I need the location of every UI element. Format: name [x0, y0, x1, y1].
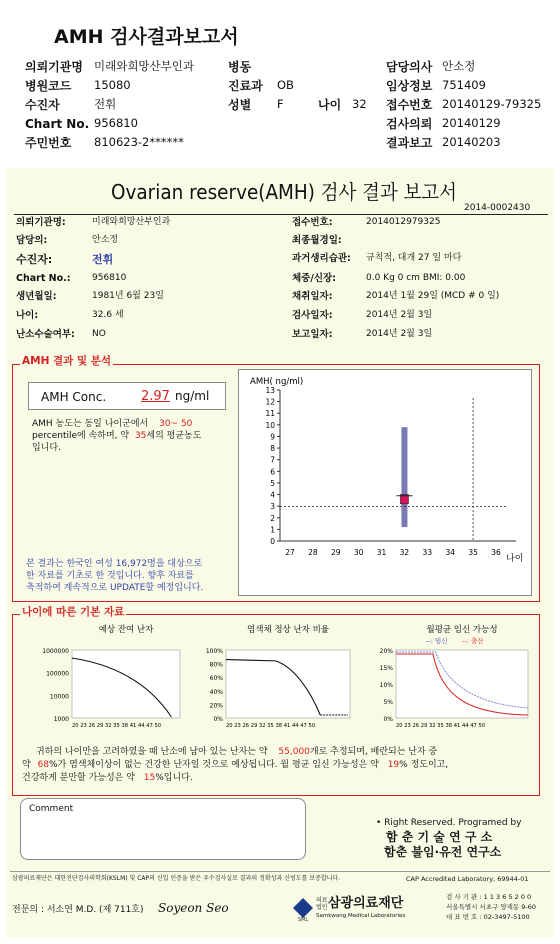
preg-legend-pregnancy: --: 임신 [426, 637, 448, 645]
amh-conc-value: 2.97 [141, 389, 170, 404]
amh-x-tick-label: 28 [308, 548, 318, 557]
mini-y-tick-label: 15% [379, 665, 393, 672]
amh-x-tick-label: 36 [491, 548, 501, 557]
header-value-r0-v1: 미래와희망산부인과 [94, 59, 194, 73]
header-label-r4-l1: 주민번호 [25, 136, 72, 150]
info-left-label-2: 수진자: [16, 253, 53, 266]
address: 서울특별시 서초구 양재동 9-60 [446, 903, 537, 911]
summary-text1a: 귀하의 나이만을 고려하였을 때 난소에 남아 있는 난자는 약 [36, 747, 268, 757]
amh-desc-line1 [32, 420, 192, 429]
amh-x-tick-label: 34 [445, 548, 455, 557]
mini-chart-plot-area [396, 650, 528, 718]
header-value-r2-v2: F [277, 97, 284, 111]
amh-x-tick-label: 31 [376, 548, 387, 557]
header-label-r3-l1: Chart No. [25, 117, 90, 131]
amh-desc-line3: 입니다. [32, 443, 61, 453]
summary-line1 [36, 748, 437, 757]
summary-preg-pct: 19 [387, 760, 400, 770]
header-label-r2-l4: 접수번호 [386, 98, 433, 112]
basic-section-title: 나이에 따른 기본 자료 [22, 606, 125, 618]
amh-section-title: AMH 결과 및 분석 [22, 355, 112, 367]
info-right-value-3: 0.0 Kg 0 cm BMI: 0.00 [366, 273, 466, 283]
foundation-logo [293, 898, 313, 922]
foundation-logo-mark [293, 898, 313, 922]
amh-y-tick-label: 2 [270, 513, 275, 523]
amh-y-tick-label: 13 [265, 386, 275, 395]
info-right-value-5: 2014년 2월 3일 [366, 310, 433, 320]
amh-x-tick-label: 32 [399, 548, 410, 557]
info-right-label-0: 접수번호: [292, 217, 333, 228]
comment-label: Comment [29, 804, 74, 814]
report-panel [6, 168, 554, 938]
header-label-r1-l1: 병원코드 [25, 79, 72, 93]
mini-y-tick-label: 60% [209, 675, 223, 683]
rights-line3: 함춘 불임·유전 연구소 [384, 845, 502, 859]
header-value-r0-v4: 안소정 [442, 59, 476, 73]
info-left-value-4: 1981년 6월 23일 [92, 291, 164, 301]
foundation-logo-text: SML [297, 917, 309, 922]
header-label-r2-l1: 수진자 [25, 98, 60, 112]
header-label-r2-l3: 나이 [318, 98, 342, 112]
header-label-r3-l4: 검사의뢰 [386, 117, 433, 131]
remaining-eggs-chart [24, 622, 186, 732]
info-right-value-6: 2014년 2월 3일 [366, 329, 433, 339]
amh-conc-box [28, 382, 226, 410]
header-label-r1-l4: 임상정보 [386, 79, 433, 93]
summary-text3a: 건강하게 분만할 가능성은 약 [22, 773, 135, 783]
mini-y-tick-label: 20% [209, 702, 223, 710]
summary-text2b: %가 염색체이상이 없는 건강한 난자일 것으로 예상됩니다. 월 평균 임신 가능성은 약 [49, 760, 379, 770]
amh-range-bar [401, 427, 407, 527]
amh-y-tick-label: 11 [265, 409, 275, 419]
header-label-r0-l4: 담당의사 [386, 60, 433, 74]
header-value-r2-v4: 20140129-79325 [442, 97, 542, 111]
header-value-r4-v1: 810623-2****** [94, 135, 184, 149]
header-value-r2-v3: 32 [352, 97, 367, 111]
foundation-prefix1: 의료 [316, 897, 328, 904]
amh-x-tick-label: 30 [353, 548, 364, 557]
info-left-label-3: Chart No.: [16, 273, 71, 284]
amh-conc-unit: ng/ml [175, 389, 210, 403]
mini-y-tick-label: 5% [383, 699, 393, 706]
mini-y-tick-label: 100000 [46, 670, 69, 678]
comment-box [20, 798, 306, 860]
amh-y-tick-label: 1 [270, 525, 275, 535]
pregnancy-chance-chart [364, 622, 534, 732]
footer-cap: CAP Accredited Laboratory, 69944-01 [406, 875, 529, 883]
mini-y-tick-label: 20% [379, 648, 393, 655]
amh-x-tick-label: 33 [422, 548, 433, 557]
amh-y-tick-label: 10 [265, 420, 275, 430]
chromosome-normal-chart [194, 622, 356, 732]
foundation-name-en: Samkwang Medical Laboratories [316, 913, 406, 919]
info-left-value-1: 안소정 [92, 235, 119, 245]
footer-disclaimer: 삼광의료재단은 대한진단검사의학회(KSLM) 및 CAP의 신입 인증을 받은 우수검사실로 결과의 정확성과 신빙도를 보증합니다. [12, 875, 341, 882]
summary-egg-count: 55,000 [278, 747, 310, 757]
amh-y-tick-label: 5 [270, 478, 275, 488]
header-value-r2-v1: 전휘 [94, 97, 117, 111]
mini-chart-title: 염색체 정상 난자 비율 [246, 625, 330, 635]
info-left-value-2: 전휘 [92, 253, 114, 266]
amh-chart [238, 369, 532, 596]
info-left-value-3: 956810 [92, 273, 127, 283]
info-right-label-3: 체중/신장: [292, 273, 336, 284]
info-right-value-4: 2014년 1월 29일 (MCD # 0 일) [366, 291, 500, 301]
summary-text1b: 개로 추정되며, 배란되는 난자 중 [309, 747, 438, 757]
preg-legend-birth: --: 출산 [462, 637, 484, 645]
info-left-value-6: NO [92, 329, 106, 339]
info-left-label-1: 담당의: [16, 235, 48, 246]
info-right-label-1: 최종월경일: [292, 235, 342, 246]
header-value-r1-v2: OB [277, 78, 294, 92]
mini-y-tick-label: 10000 [49, 693, 69, 701]
title-underline [14, 214, 548, 215]
header-value-r4-v4: 20140203 [442, 135, 501, 149]
header-label-r2-l2: 성별 [228, 98, 252, 112]
mini-x-tick-labels: 20 23 26 29 32 35 38 41 44 47 50 [226, 723, 316, 729]
amh-x-axis-label: 나이 [506, 554, 524, 564]
info-left-label-6: 난소수술여부: [16, 329, 75, 340]
rights-line1: • Right Reserved. Programed by [376, 818, 522, 828]
amh-conc-label: AMH Conc. [41, 390, 107, 404]
header-label-r4-l4: 결과보고 [386, 136, 433, 150]
mini-chart-plot-area [72, 650, 180, 718]
mini-chart-title: 예상 잔여 난자 [98, 625, 154, 635]
doctor-signature: Soyeon Seo [158, 901, 229, 915]
amh-percentile: 30~ 50 [159, 419, 193, 429]
amh-y-axis-label: AMH( ng/ml) [250, 377, 304, 387]
mini-y-tick-label: 40% [209, 688, 223, 696]
mini-y-tick-label: 100% [205, 648, 223, 655]
info-left-value-0: 미래와희망산부인과 [92, 217, 171, 227]
doctor-name: 전문의 : 서소연 M.D. (제 711호) [12, 905, 144, 915]
info-left-value-5: 32.6 세 [92, 310, 124, 320]
info-left-label-0: 의뢰기관명: [16, 217, 66, 228]
org-code: 검 사 기 관 : 1 1 3 6 5 2 0 0 [446, 893, 532, 901]
header-title: AMH 검사결과보고서 [54, 26, 239, 48]
info-right-label-4: 채취일자: [292, 291, 333, 302]
amh-note-line1: 본 결과는 한국인 여성 16,972명을 대상으로 [26, 559, 203, 569]
header-label-r1-l2: 진료과 [228, 79, 263, 93]
summary-birth-pct: 15 [143, 773, 156, 783]
info-right-label-5: 검사일자: [292, 310, 333, 321]
mini-x-tick-labels: 20 23 26 29 32 35 38 41 44 47 50 [396, 723, 486, 729]
foundation-name: 삼광의료재단 [328, 896, 404, 911]
amh-note-line2: 한 자료를 기초로 한 것입니다. 향후 자료를 [26, 571, 194, 581]
header-value-r1-v4: 751409 [442, 78, 486, 92]
phone: 대 표 번 호 : 02-3497-5100 [446, 913, 530, 921]
report-doc-number: 2014-0002430 [464, 203, 531, 213]
amh-equiv-age: 35 [134, 431, 147, 441]
summary-text3b: %입니다. [155, 773, 193, 783]
rights-line2: 함 춘 기 술 연 구 소 [386, 830, 493, 844]
amh-y-tick-label: 12 [265, 397, 275, 407]
info-left-label-4: 생년월일: [16, 291, 57, 302]
amh-y-tick-label: 8 [270, 444, 275, 454]
amh-y-tick-label: 3 [270, 502, 275, 512]
summary-text2a: 약 [22, 760, 31, 770]
mini-y-tick-label: 10% [379, 682, 393, 689]
header-value-r3-v1: 956810 [94, 116, 138, 130]
header-value-r3-v4: 20140129 [442, 116, 501, 130]
summary-line2 [22, 761, 448, 770]
amh-desc-text2: percentile에 속하며, 약 [32, 431, 130, 441]
mini-x-tick-labels: 20 23 26 29 32 35 38 41 44 47 50 [72, 723, 162, 729]
summary-normal-pct: 68 [37, 760, 50, 770]
amh-y-tick-label: 7 [270, 455, 275, 465]
mini-chart-title: 월평균 임신 가능성 [426, 625, 498, 635]
amh-y-tick-label: 0 [270, 537, 275, 546]
amh-x-tick-label: 29 [331, 548, 341, 557]
amh-desc-text3: 세의 평균농도 [146, 431, 202, 441]
amh-note-line3: 축적하여 계속적으로 UPDATE할 예정입니다. [26, 583, 204, 593]
report-title: Ovarian reserve(AMH) 검사 결과 보고서 [111, 180, 457, 204]
info-right-label-2: 과거생리습관: [292, 253, 351, 264]
mini-y-tick-label: 0% [213, 716, 223, 723]
footer-divider [10, 871, 550, 872]
amh-desc-text1: AMH 농도는 동일 나이군에서 [32, 419, 149, 429]
summary-line3 [22, 774, 193, 783]
amh-y-tick-label: 6 [270, 467, 275, 477]
foundation-prefix2: 법인 [316, 904, 328, 911]
info-right-label-6: 보고일자: [292, 329, 333, 340]
header-label-r0-l1: 의뢰기관명 [25, 60, 83, 74]
info-right-value-0: 2014012979325 [366, 217, 441, 227]
info-left-label-5: 나이: [16, 310, 39, 321]
amh-desc-line2 [32, 432, 201, 441]
mini-y-tick-label: 0% [383, 716, 393, 723]
mini-y-tick-label: 80% [209, 661, 223, 669]
amh-y-tick-label: 4 [270, 490, 275, 500]
amh-x-tick-label: 27 [285, 548, 295, 557]
amh-x-tick-label: 35 [468, 548, 478, 557]
header-label-r0-l2: 병동 [228, 60, 252, 74]
mini-y-tick-label: 1000000 [42, 648, 69, 655]
info-right-value-2: 규칙적, 대개 27 일 마다 [366, 253, 462, 263]
summary-text2c: % 정도이고, [399, 760, 449, 770]
mini-y-tick-label: 1000 [53, 716, 69, 723]
amh-y-tick-label: 9 [270, 432, 275, 442]
header-value-r1-v1: 15080 [94, 78, 131, 92]
